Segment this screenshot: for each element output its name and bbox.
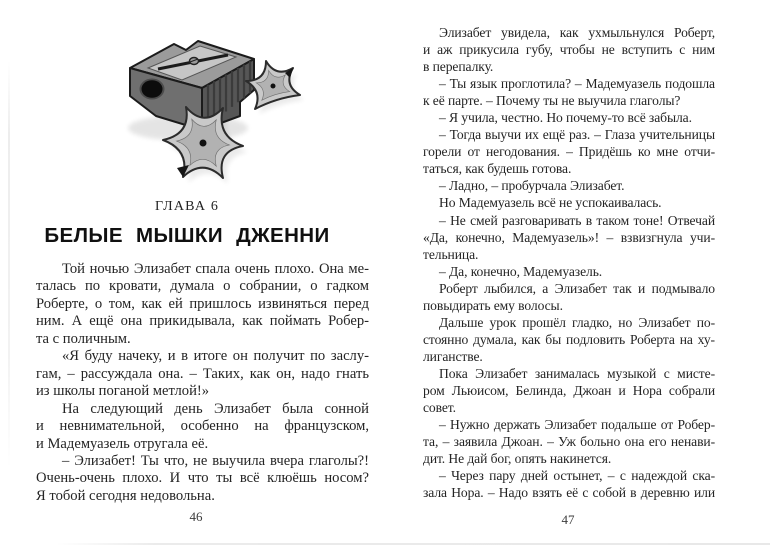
- text-line: ним. А ещё она прикидывала, как поймать Робер-: [36, 313, 369, 330]
- text-line: Я тобой сегодня недовольна.: [36, 487, 215, 504]
- text-line: лиганстве.: [423, 348, 483, 364]
- page-number: 46: [189, 509, 203, 524]
- text-line: дит. Не дай бог, опять накинется.: [423, 451, 612, 467]
- text-line: – Нужно держать Элизабет подальше от Робер-: [439, 417, 715, 433]
- text-line: зала Нора. – Надо взять её с собой в деревню или: [423, 485, 715, 501]
- text-line: в перепалку.: [423, 59, 494, 75]
- text-line: и невнимательной, особенно на французском,: [36, 418, 369, 435]
- text-line: таться, как будешь готова.: [423, 161, 572, 177]
- text-line: Дальше урок прошёл гладко, но Элизабет по-: [439, 314, 715, 330]
- text-line: та, – заявила Джоан. – Уж больно она его ненави-: [423, 434, 715, 450]
- text-line: На следующий день Элизабет была сонной: [62, 400, 369, 417]
- text-line: – Не смей разговаривать в таком тоне! Отвечай: [439, 212, 715, 228]
- text-line: повыдирать ему волосы.: [423, 297, 563, 313]
- text-line: тельница.: [423, 246, 479, 262]
- page-edge-shadow-left: [8, 60, 10, 470]
- chapter-title: БЕЛЫЕ МЫШКИ ДЖЕННИ: [44, 224, 330, 247]
- text-line: – Тогда выучи их ещё раз. – Глаза учительницы: [439, 127, 715, 143]
- text-line: «Я буду начеку, и в итоге он получит по заслу-: [62, 348, 369, 365]
- text-line: из школы поганой метлой!»: [36, 383, 210, 400]
- text-line: та с поличным.: [36, 330, 131, 347]
- text-line: – Ты язык проглотила? – Мадемуазель подошла: [439, 76, 715, 92]
- text-line: гам, – рассуждала она. – Таких, как он, надо гнать: [36, 365, 369, 382]
- text-line: Но Мадемуазель всё не успокаивалась.: [439, 195, 662, 211]
- pencil-hole: [142, 80, 163, 98]
- text-line: Роберте, о том, как ей пришлось извиняться перед: [36, 295, 369, 312]
- left-page-body-text: [36, 261, 369, 505]
- text-line: – Да, конечно, Мадемуазель.: [439, 263, 603, 279]
- text-line: Элизабет увидела, как ухмыльнулся Роберт,: [439, 25, 715, 40]
- text-line: и Мадемуазель отругала её.: [36, 435, 209, 452]
- text-line: талась по кровати, думала о собрании, о гадком: [36, 278, 369, 295]
- text-line: – Я учила, честно. Но почему-то всё забыла.: [439, 110, 692, 126]
- page-edge-shadow-bottom: [55, 543, 770, 545]
- pencil-sharpener-illustration: [118, 28, 343, 188]
- chapter-number: ГЛАВА 6: [154, 199, 220, 214]
- text-line: «Да, конечно, Мадемуазель»! – взвизгнула учи-: [423, 229, 715, 245]
- text-line: горели от негодования. – Придёшь ко мне отчи-: [423, 144, 715, 160]
- text-line: – Ладно, – пробурчала Элизабет.: [439, 178, 625, 194]
- right-page-body-text: [423, 24, 715, 501]
- text-line: совет.: [423, 400, 456, 416]
- text-line: и аж прикусила губу, чтобы не вступить с ним: [423, 42, 715, 58]
- text-line: Пока Элизабет занималась музыкой с мисте-: [439, 365, 715, 381]
- text-line: ром Льюисом, Белинда, Джоан и Нора собрали: [423, 382, 715, 398]
- text-line: к её парте. – Почему ты не выучила глаголы?: [423, 93, 681, 109]
- text-line: Роберт лыбился, а Элизабет так и подмывало: [439, 280, 715, 296]
- page-number: 47: [561, 512, 575, 527]
- text-line: стоянно думала, как бы подловить Роберта на ху-: [423, 331, 715, 347]
- text-line: Той ночью Элизабет спала очень плохо. Она ме-: [62, 261, 369, 277]
- text-line: Очень-очень плохо. И что ты всё клюёшь носом?: [36, 470, 369, 487]
- text-line: – Элизабет! Ты что, не выучила вчера глаголы?!: [62, 452, 369, 469]
- text-line: – Через пару дней остынет, – с надеждой ска-: [439, 468, 715, 484]
